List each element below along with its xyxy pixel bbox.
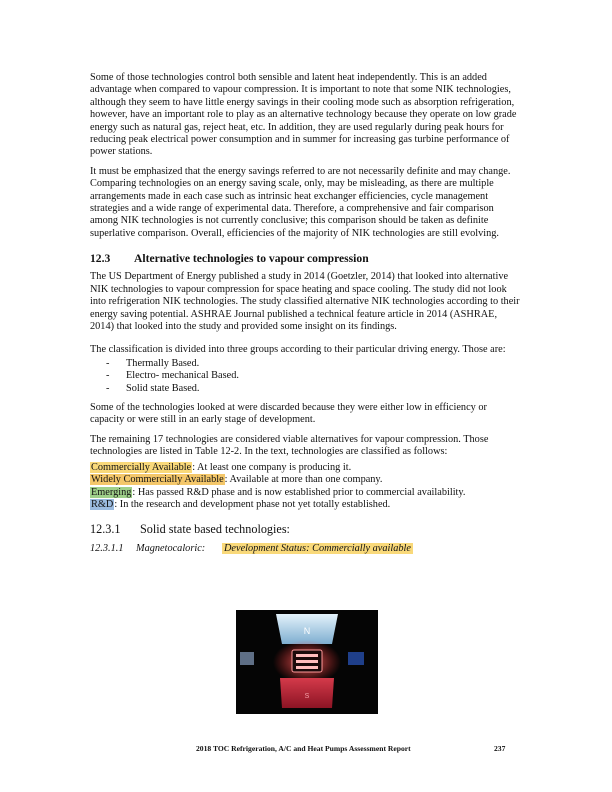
subsubsection-number: 12.3.1.1	[90, 542, 124, 554]
left-block-shape	[240, 652, 254, 665]
legend-term: Emerging	[91, 486, 132, 498]
legend-term: Widely Commercially Available	[91, 474, 224, 486]
section-paragraph-4: The remaining 17 technologies are considered viable alternatives for vapour compression. Those technologies are listed in Table 12-2. In the text, technologies are classified as follows:	[90, 433, 489, 458]
development-status-badge: Development Status: Commercially available	[224, 542, 411, 554]
subsubsection-heading	[90, 542, 520, 555]
page-number: 237	[494, 744, 506, 753]
legend-desc: : At least one company is producing it.	[192, 461, 352, 473]
subsubsection-label: Magnetocaloric:	[136, 542, 206, 554]
section-number: 12.3	[90, 252, 111, 266]
section-paragraph-1: The US Department of Energy published a study in 2014 (Goetzler, 2014) that looked into alternative NIK technologies to vapour compression for space heating and space cooling. The study did not look into refrigeration NIK technologies. The study classified alternative NIK technologies according to their energy saving potential. ASHRAE Journal published a technical feature article in 2014 (ASHRAE, 2014) that looked into the study and provided some insight on its findings.	[90, 271, 520, 332]
status-legend	[90, 462, 520, 512]
list-item: - Solid state Based.	[106, 382, 200, 394]
legend-term: Commercially Available	[91, 461, 192, 473]
legend-rd	[90, 499, 520, 512]
legend-desc: : In the research and development phase not yet totally established.	[114, 499, 391, 511]
legend-commercially-available	[90, 462, 520, 475]
section-paragraph-3: Some of the technologies looked at were discarded because they were either low in efficiency or capacity or were still in an early stage of development.	[90, 401, 487, 426]
legend-emerging	[90, 487, 520, 500]
intro-paragraph-2: It must be emphasized that the energy savings referred to are not necessarily definite and may change. Comparing technologies on an energy saving scale, only, may be misleading, as there are multiple arrangements made in each case such as intrinsic heat exchanger efficiencies, cycle management strategies and a wide range of experimental data. Therefore, a comprehensive and fair comparison among NIK technologies is not currently conclusive; this comparison should be taken as definite superlative comparison. Overall, efficiencies of the majority of NIK technologies are still evolving.	[90, 165, 511, 239]
right-block-shape	[348, 652, 364, 665]
magnetocaloric-figure	[236, 610, 378, 714]
list-item: - Thermally Based.	[106, 357, 200, 369]
legend-desc: : Available at more than one company.	[224, 474, 383, 486]
intro-paragraph-1: Some of those technologies control both sensible and latent heat independently. This is an added advantage when compared to vapour compression. It is important to note that some NIK technologies, although they seem to have little energy savings in their cooling mode such as absorption refrigeration, however, have an important role to play as an alternative technology because they operate on low grade energy such as natural gas, reject heat, etc. In addition, they are used regularly during peak hours for reducing peak electrical power consumption and in summer for increasing gas turbine performance of power stations.	[90, 72, 517, 158]
classification-list	[90, 358, 520, 395]
legend-desc: : Has passed R&D phase and is now established prior to commercial availability.	[132, 486, 466, 498]
page-body	[90, 72, 520, 561]
section-title: Alternative technologies to vapour compression	[134, 252, 369, 266]
north-label: N	[303, 626, 311, 636]
magnet-illustration	[236, 610, 378, 714]
section-paragraph-2: The classification is divided into three groups according to their particular driving energy. Those are:	[90, 344, 506, 356]
legend-widely-commercially-available	[90, 474, 520, 487]
legend-term: R&D	[91, 499, 114, 511]
subsection-number: 12.3.1	[90, 521, 121, 536]
subsection-heading	[90, 522, 520, 537]
section-heading	[90, 252, 520, 265]
list-item: - Electro- mechanical Based.	[106, 370, 239, 382]
footer-title: 2018 TOC Refrigeration, A/C and Heat Pumps Assessment Report	[196, 744, 411, 753]
subsection-title: Solid state based technologies:	[140, 521, 290, 536]
south-label: S	[304, 693, 310, 700]
